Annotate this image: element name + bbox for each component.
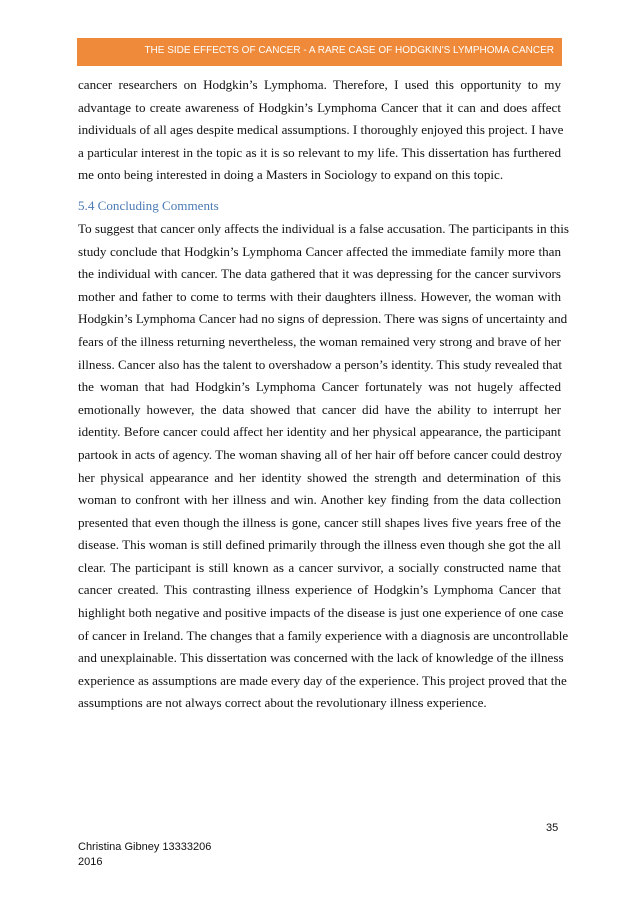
text-line: cancer created. This contrasting illness experience of Hodgkin’s Lymphoma Cancer that: [78, 582, 561, 598]
text-line: experience as assumptions are made every day of the experience. This project proved that the: [78, 672, 567, 688]
paragraph-intro: [78, 74, 564, 187]
text-line: and unexplainable. This dissertation was concerned with the lack of knowledge of the illness: [78, 650, 564, 666]
text-line: me onto being interested in doing a Masters in Sociology to expand on this topic.: [78, 167, 504, 183]
header-band: [77, 38, 562, 66]
text-line: woman to confront with her illness and win. Another key finding from the data collection: [78, 492, 561, 508]
text-line: clear. The participant is still known as a cancer survivor, a socially constructed name that: [78, 559, 561, 575]
text-line: the woman that had Hodgkin’s Lymphoma Cancer fortunately was not hugely affected: [78, 379, 561, 395]
text-line: study conclude that Hodgkin’s Lymphoma Cancer affected the immediate family more than: [78, 243, 561, 259]
text-line: cancer researchers on Hodgkin’s Lymphoma. Therefore, I used this opportunity to my: [78, 77, 561, 92]
page-footer: [78, 840, 211, 870]
text-line: highlight both negative and positive impacts of the disease is just one experience of one case: [78, 605, 564, 621]
text-line: Hodgkin’s Lymphoma Cancer had no signs of depression. There was signs of uncertainty and: [78, 311, 568, 327]
text-line: her physical appearance and her identity showed the strength and determination of this: [78, 469, 561, 485]
text-line: a particular interest in the topic as it is so relevant to my life. This dissertation has furthered: [78, 144, 561, 160]
text-line: of cancer in Ireland. The changes that a family experience with a diagnosis are uncontrollable: [78, 627, 569, 643]
text-line: individuals of all ages despite medical assumptions. I thoroughly enjoyed this project. I have: [78, 122, 564, 138]
paragraph-concluding: [78, 218, 569, 715]
text-line: disease. This woman is still defined primarily through the illness even though she got the all: [78, 537, 561, 553]
footer-author: Christina Gibney 13333206: [78, 841, 212, 853]
running-header-title: THE SIDE EFFECTS OF CANCER - A RARE CASE OF HODGKIN'S LYMPHOMA CANCER: [144, 45, 554, 56]
text-line: emotionally however, the data showed that cancer did have the ability to interrupt her: [78, 401, 561, 417]
page-number: 35: [546, 822, 559, 834]
text-line: To suggest that cancer only affects the individual is a false accusation. The participants in this: [78, 220, 569, 236]
text-line: advantage to create awareness of Hodgkin’s Lymphoma Cancer that it can and does affect: [78, 99, 561, 115]
section-heading: 5.4 Concluding Comments: [78, 197, 219, 213]
text-line: partook in acts of agency. The woman shaving all of her hair off before cancer could destroy: [78, 446, 563, 462]
text-line: assumptions are not always correct about the revolutionary illness experience.: [78, 695, 487, 711]
text-line: identity. Before cancer could affect her identity and her physical appearance, the participant: [78, 424, 561, 440]
text-line: mother and father to come to terms with their daughters illness. However, the woman with: [78, 288, 561, 304]
text-line: illness. Cancer also has the talent to overshadow a person’s identity. This study revealed that: [78, 356, 562, 372]
text-line: the individual with cancer. The data gathered that it was depressing for the cancer survivors: [78, 266, 561, 282]
text-line: presented that even though the illness is gone, cancer still shapes lives five years free of the: [78, 514, 561, 530]
page-body: [78, 74, 569, 715]
footer-year: 2016: [78, 856, 103, 868]
text-line: fears of the illness returning nevertheless, the woman remained very strong and brave of her: [78, 333, 561, 349]
